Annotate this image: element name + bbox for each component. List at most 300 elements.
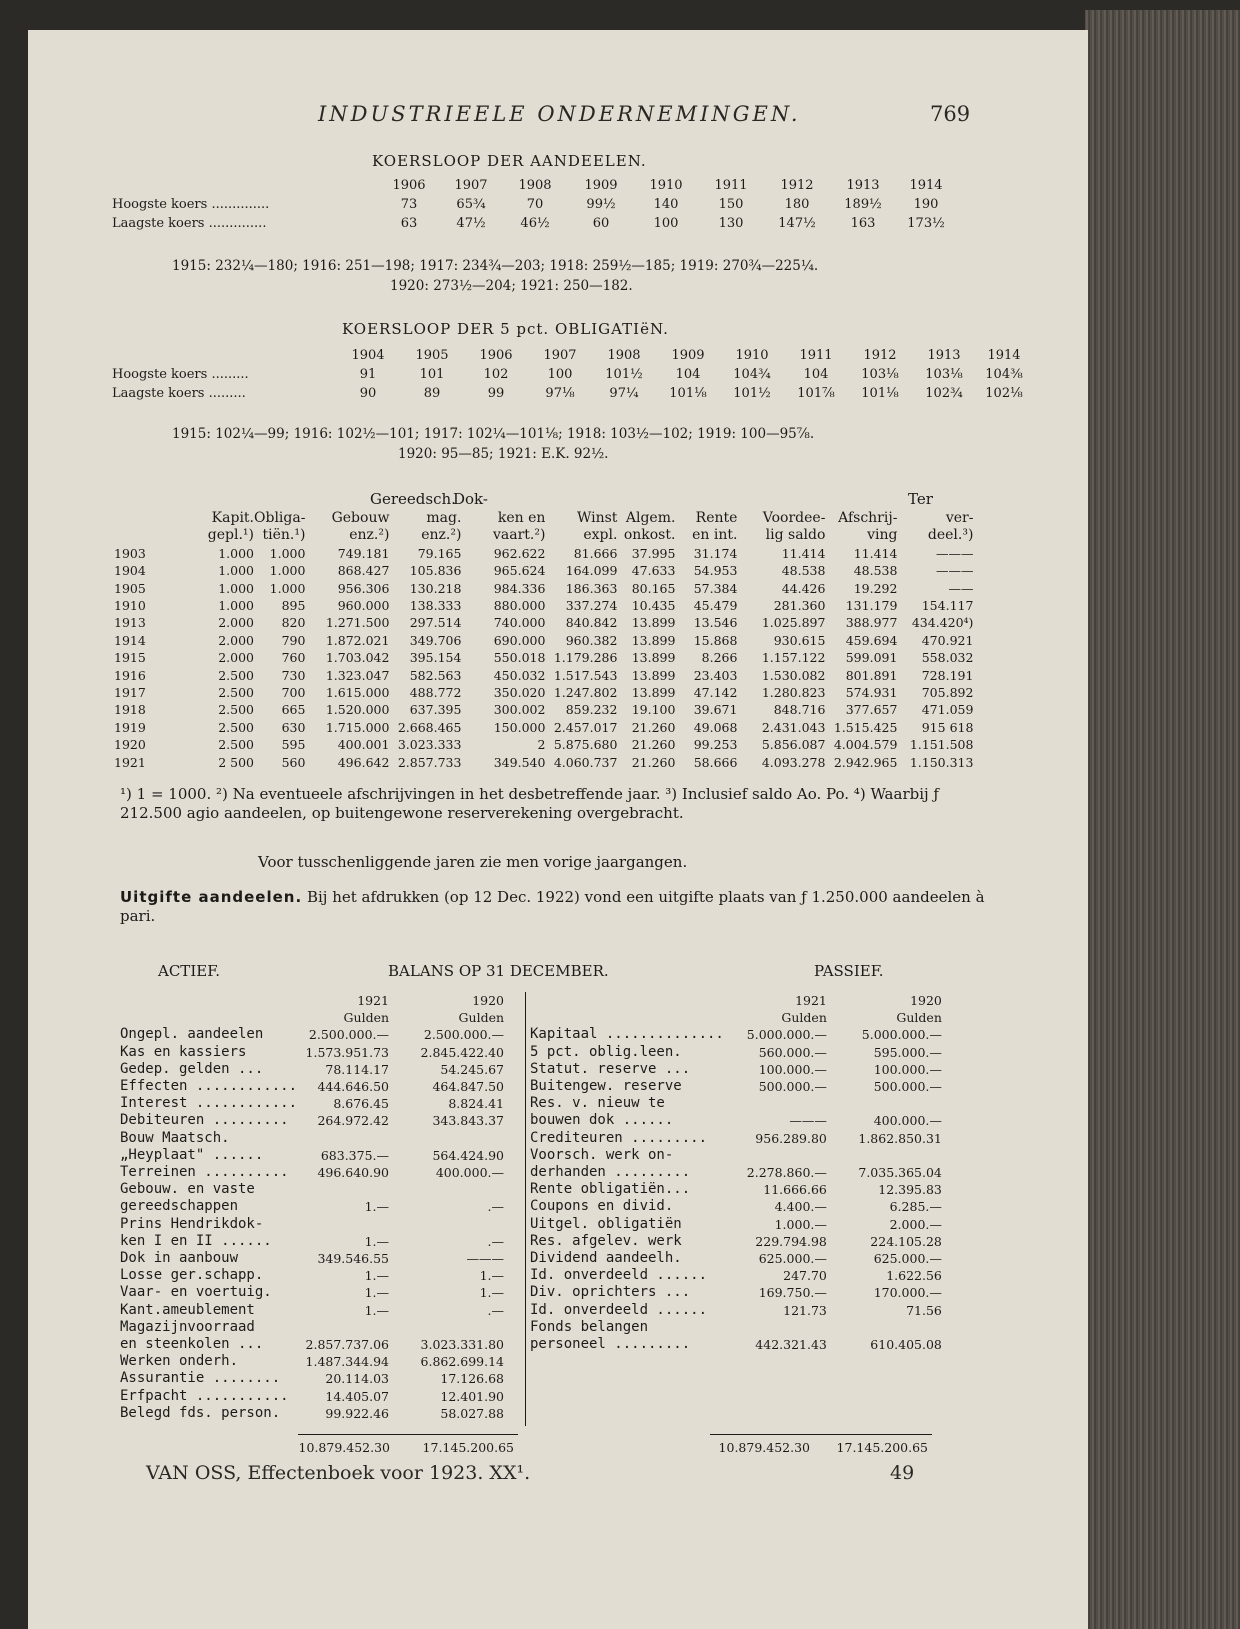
value-cell: 4.093.278	[761, 754, 826, 770]
value-cell: 1.000	[269, 580, 306, 596]
item-label: ken I en II ......	[120, 1232, 272, 1249]
value-cell: 868.427	[337, 563, 390, 579]
spacer	[530, 992, 724, 1009]
value-cell: 1.000	[218, 580, 254, 596]
column-header: deel.³)	[927, 527, 974, 544]
value-cell: 164.099	[565, 563, 618, 579]
value-cell: 97⅛	[545, 386, 575, 401]
value-cell: 300.002	[493, 702, 546, 718]
amount-1920: ———	[466, 1251, 505, 1267]
value-cell: 2.000	[218, 632, 254, 648]
bonds-note-1: 1915: 102¼—99; 1916: 102½—101; 1917: 102¼—101⅛; 1918: 103½—102; 1919: 100—95⅞.	[172, 426, 815, 442]
bonds-table	[112, 346, 1032, 403]
year-cell: 1913	[927, 348, 961, 363]
value-cell: 102¾	[925, 386, 963, 401]
table-row	[114, 597, 973, 614]
year-cell: 1910	[735, 348, 769, 363]
value-cell: 13.899	[631, 667, 676, 683]
value-cell: 1.515.425	[833, 719, 898, 735]
column-header: enz.²)	[349, 527, 390, 544]
value-cell: 450.032	[493, 667, 546, 683]
value-cell: 637.395	[409, 702, 462, 718]
value-cell: 3.023.333	[397, 737, 462, 753]
amount-1920: .—	[487, 1302, 505, 1318]
column-header: ken en	[497, 510, 546, 526]
value-cell: 749.181	[337, 545, 390, 561]
value-cell: 4.060.737	[553, 754, 618, 770]
value-cell: ——	[948, 580, 974, 596]
year-cell: 1914	[909, 178, 943, 193]
item-label: Id. onverdeeld ......	[530, 1301, 708, 1318]
amount-1921: 2.278.860.—	[746, 1165, 827, 1181]
amount-1920: 5.000.000.—	[861, 1027, 942, 1043]
item-label: Buitengew. reserve	[530, 1078, 682, 1095]
year-cell: 1908	[518, 178, 552, 193]
value-cell: 19.100	[631, 702, 676, 718]
table-row	[114, 719, 973, 736]
list-item	[530, 1233, 942, 1250]
previous-years-note: Voor tusschenliggende jaren zie men vorige jaargangen.	[258, 853, 688, 871]
spacer	[120, 1009, 297, 1026]
value-cell: 48.538	[781, 563, 826, 579]
amount-1920	[389, 1130, 504, 1147]
column-header: en int.	[692, 527, 738, 544]
value-cell: 180	[784, 197, 810, 212]
value-cell: 2.500	[218, 719, 254, 735]
year-cell: 1907	[454, 178, 488, 193]
amount-1921: 1.—	[364, 1268, 390, 1284]
value-cell: 895	[281, 598, 306, 614]
value-cell: 100	[653, 216, 679, 231]
column-header: Obliga-	[254, 510, 306, 526]
amount-1920: 564.424.90	[432, 1147, 505, 1163]
passiva-total-rule	[710, 1434, 932, 1435]
amount-1920: 100.000.—	[873, 1061, 942, 1077]
balance-divider	[525, 992, 526, 1426]
amount-1920: 400.000.—	[435, 1165, 505, 1181]
item-label: Gedep. gelden ...	[120, 1060, 264, 1077]
value-cell: ———	[935, 545, 974, 561]
amount-1921: 121.73	[783, 1302, 827, 1318]
row-label: Laagste koers .........	[112, 386, 246, 401]
value-cell: 81.666	[573, 545, 618, 561]
amount-1920: 1.622.56	[886, 1268, 942, 1284]
list-item	[120, 1250, 504, 1267]
value-cell: 2.431.043	[761, 719, 826, 735]
value-cell: 496.642	[337, 754, 390, 770]
value-cell: 1.151.508	[909, 737, 974, 753]
value-cell: 99.253	[693, 737, 738, 753]
value-cell: 13.899	[631, 632, 676, 648]
item-label: Rente obligatiën...	[530, 1181, 691, 1198]
list-item	[530, 1061, 942, 1078]
activa-total-1920: 17.145.200.65	[422, 1440, 514, 1455]
value-cell: ———	[935, 563, 974, 579]
year-cell: 1904	[351, 348, 385, 363]
list-item	[120, 1284, 504, 1301]
value-cell: 965.624	[493, 563, 546, 579]
list-item	[120, 1147, 504, 1164]
value-cell: 740.000	[493, 615, 546, 631]
year-cell: 1914	[114, 632, 146, 648]
amount-1920: 2.845.422.40	[420, 1044, 505, 1060]
list-item	[530, 1284, 942, 1301]
value-cell: 8.266	[701, 650, 738, 666]
page-number: 769	[930, 102, 971, 126]
value-cell: 962.622	[493, 545, 546, 561]
list-item	[120, 1026, 504, 1043]
value-cell: 101½	[733, 386, 771, 401]
value-cell: 130.218	[409, 580, 462, 596]
item-label: gereedschappen	[120, 1198, 239, 1215]
column-header: Gebouw	[331, 510, 390, 526]
activa-table	[120, 992, 504, 1422]
item-label: Voorsch. werk on-	[530, 1146, 674, 1163]
value-cell: 190	[913, 197, 939, 212]
value-cell: 558.032	[921, 650, 974, 666]
balance-title: BALANS OP 31 DECEMBER.	[388, 962, 609, 980]
value-cell: 790	[281, 632, 306, 648]
amount-1920	[389, 1216, 504, 1233]
amount-1921: 1.—	[364, 1233, 390, 1249]
column-header: Voordee-	[762, 510, 826, 526]
column-header: Rente	[695, 510, 738, 526]
year-cell: 1906	[392, 178, 426, 193]
amount-1921: 1.—	[364, 1199, 390, 1215]
unit-header: Gulden	[896, 1010, 942, 1026]
financials-header	[114, 510, 973, 545]
item-label: Bouw Maatsch.	[120, 1129, 230, 1146]
year-header: 1921	[357, 993, 390, 1008]
value-cell: 54.953	[693, 563, 738, 579]
value-cell: 80.165	[631, 580, 676, 596]
item-label: Kapitaal ..............	[530, 1026, 724, 1043]
year-header: 1921	[795, 993, 827, 1008]
amount-1920: 1.862.850.31	[858, 1130, 942, 1146]
amount-1920: 2.000.—	[889, 1216, 942, 1232]
amount-1921: 496.640.90	[317, 1165, 390, 1181]
amount-1921: 1.—	[364, 1302, 390, 1318]
amount-1920	[827, 1095, 942, 1112]
fin-header-dok: Dok-	[453, 490, 488, 508]
financials-header-row	[114, 510, 973, 527]
item-label: en steenkolen ...	[120, 1336, 264, 1353]
amount-1920: 500.000.—	[873, 1079, 942, 1095]
financials-footnote: ¹) 1 = 1000. ²) Na eventueele afschrijvingen in het desbetreffende jaar. ³) Inclusief saldo Ao. Po. ⁴) Waarbij ƒ 212.500 agio aandeelen, op buitengewone reserverekening overgebracht.	[120, 785, 939, 822]
value-cell: 101	[419, 367, 445, 382]
value-cell: 2.942.965	[833, 754, 898, 770]
year-header: 1920	[910, 993, 942, 1008]
value-cell: 705.892	[921, 685, 974, 701]
value-cell: 1.000	[218, 563, 254, 579]
amount-1921: 247.70	[783, 1268, 827, 1284]
item-label: derhanden .........	[530, 1164, 691, 1181]
value-cell: 1.150.313	[909, 754, 974, 770]
activa-total-rule	[298, 1434, 518, 1435]
amount-1921	[724, 1147, 827, 1164]
list-item	[120, 1388, 504, 1405]
value-cell: 58.666	[693, 754, 738, 770]
column-header: Kapit.	[211, 510, 254, 526]
value-cell: 337.274	[565, 598, 618, 614]
year-cell: 1918	[114, 702, 146, 718]
value-cell: 150.000	[493, 719, 546, 735]
value-cell: 4.004.579	[833, 737, 898, 753]
financials-header-row	[114, 527, 973, 544]
item-label: Vaar- en voertuig.	[120, 1284, 272, 1301]
value-cell: 173½	[907, 216, 945, 231]
value-cell: 1.520.000	[325, 702, 390, 718]
value-cell: 103⅛	[861, 367, 899, 382]
value-cell: 730	[281, 667, 306, 683]
value-cell: 21.260	[631, 737, 676, 753]
value-cell: 2.500	[218, 702, 254, 718]
amount-1920	[389, 1319, 504, 1336]
value-cell: 79.165	[417, 545, 462, 561]
value-cell: 104¾	[733, 367, 771, 382]
value-cell: 1.000	[269, 545, 306, 561]
value-cell: 23.403	[693, 667, 738, 683]
item-label: Fonds belangen	[530, 1318, 649, 1335]
balance-year-row	[530, 992, 942, 1009]
bonds-year-row	[112, 346, 1032, 365]
passiva-total-1921: 10.879.452.30	[718, 1440, 810, 1455]
value-cell: 840.842	[565, 615, 618, 631]
amount-1921: 500.000.—	[758, 1079, 827, 1095]
issue-paragraph	[120, 888, 1000, 926]
shares-year-row	[112, 176, 956, 195]
amount-1921: 956.289.80	[755, 1130, 827, 1146]
year-cell: 1919	[114, 719, 146, 735]
amount-1921: 1.487.344.94	[305, 1354, 390, 1370]
year-cell: 1910	[114, 598, 146, 614]
value-cell: 31.174	[693, 545, 738, 561]
amount-1921	[724, 1095, 827, 1112]
list-item	[530, 1181, 942, 1198]
amount-1921: 8.676.45	[333, 1096, 390, 1112]
amount-1921	[297, 1319, 389, 1336]
amount-1921: 14.405.07	[325, 1388, 390, 1404]
unit-header: Gulden	[458, 1010, 505, 1026]
value-cell: 73	[400, 197, 418, 212]
table-row	[114, 649, 973, 666]
amount-1920: 3.023.331.80	[420, 1337, 505, 1353]
value-cell: 103⅛	[925, 367, 963, 382]
value-cell: 37.995	[631, 545, 676, 561]
item-label: Statut. reserve ...	[530, 1060, 691, 1077]
amount-1920: 1.—	[479, 1268, 505, 1284]
amount-1920	[827, 1147, 942, 1164]
item-label: Debiteuren .........	[120, 1112, 289, 1129]
value-cell: 99½	[586, 197, 616, 212]
amount-1921: 11.666.66	[763, 1182, 827, 1198]
list-item	[120, 1112, 504, 1129]
amount-1920: .—	[487, 1199, 505, 1215]
amount-1920: 17.126.68	[440, 1371, 505, 1387]
value-cell: 582.563	[409, 667, 462, 683]
list-item	[120, 1216, 504, 1233]
value-cell: 131.179	[845, 598, 898, 614]
item-label: Werken onderh.	[120, 1353, 239, 1370]
year-cell: 1911	[714, 178, 748, 193]
value-cell: 1.323.047	[325, 667, 390, 683]
value-cell: 2.668.465	[397, 719, 462, 735]
passiva-body	[530, 992, 942, 1353]
value-cell: 163	[850, 216, 876, 231]
value-cell: 13.546	[693, 615, 738, 631]
value-cell: 388.977	[845, 615, 898, 631]
year-header: 1920	[472, 993, 505, 1008]
value-cell: 2	[537, 737, 546, 753]
table-row	[114, 701, 973, 718]
issue-heading: Uitgifte aandeelen.	[120, 888, 303, 906]
table-row	[114, 754, 973, 771]
value-cell: 595	[281, 737, 306, 753]
bonds-low-row	[112, 384, 1032, 403]
value-cell: 1.179.286	[553, 650, 618, 666]
year-cell: 1912	[780, 178, 814, 193]
value-cell: 21.260	[631, 754, 676, 770]
value-cell: 1.530.082	[761, 667, 826, 683]
amount-1920	[827, 1319, 942, 1336]
list-item	[530, 1026, 942, 1043]
amount-1920: 170.000.—	[873, 1285, 942, 1301]
item-label: Magazijnvoorraad	[120, 1318, 255, 1335]
item-label: Gebouw. en vaste	[120, 1181, 255, 1198]
list-item	[120, 1095, 504, 1112]
value-cell: 140	[653, 197, 679, 212]
amount-1921	[724, 1319, 827, 1336]
column-header: Algem.	[625, 510, 676, 526]
value-cell: 349.706	[409, 632, 462, 648]
column-header: ver-	[945, 510, 974, 526]
value-cell: 349.540	[493, 754, 546, 770]
year-cell: 1921	[114, 754, 146, 770]
amount-1921: 2.500.000.—	[308, 1027, 390, 1043]
unit-header: Gulden	[781, 1010, 827, 1026]
balance-unit-row	[120, 1009, 504, 1026]
year-cell: 1913	[846, 178, 880, 193]
amount-1921: 1.000.—	[774, 1216, 827, 1232]
issue-text: Bij het afdrukken (op 12 Dec. 1922) vond een uitgifte plaats van ƒ 1.250.000 aandeelen à pari.	[120, 888, 985, 925]
item-label: Ongepl. aandeelen	[120, 1026, 264, 1043]
passiva-total-1920: 17.145.200.65	[836, 1440, 928, 1455]
item-label: Effecten ............	[120, 1078, 298, 1095]
value-cell: 1.157.122	[761, 650, 826, 666]
value-cell: 11.414	[853, 545, 898, 561]
value-cell: 130	[718, 216, 744, 231]
value-cell: 150	[718, 197, 744, 212]
list-item	[120, 1353, 504, 1370]
amount-1920: 224.105.28	[870, 1233, 942, 1249]
bonds-title: KOERSLOOP DER 5 pct. OBLIGATIëN.	[342, 320, 669, 338]
activa-total-1921: 10.879.452.30	[298, 1440, 390, 1455]
value-cell: 13.899	[631, 650, 676, 666]
amount-1920: .—	[487, 1233, 505, 1249]
value-cell: 10.435	[631, 598, 676, 614]
value-cell: 13.899	[631, 685, 676, 701]
item-label: Terreinen ..........	[120, 1164, 289, 1181]
value-cell: 470.921	[921, 632, 974, 648]
item-label: Belegd fds. person.	[120, 1404, 281, 1421]
value-cell: 471.059	[921, 702, 974, 718]
value-cell: 2.857.733	[397, 754, 462, 770]
amount-1921: 99.922.46	[325, 1405, 390, 1421]
column-header: tiën.¹)	[262, 527, 306, 544]
list-item	[120, 1061, 504, 1078]
year-cell: 1913	[114, 615, 146, 631]
value-cell: 700	[281, 685, 306, 701]
shares-table	[112, 176, 956, 233]
item-label: Assurantie ........	[120, 1370, 281, 1387]
list-item	[530, 1164, 942, 1181]
item-label: Prins Hendrikdok-	[120, 1215, 264, 1232]
unit-header: Gulden	[343, 1010, 390, 1026]
value-cell: 46½	[520, 216, 550, 231]
value-cell: 297.514	[409, 615, 462, 631]
amount-1921: 264.972.42	[317, 1113, 390, 1129]
activa-label: ACTIEF.	[158, 962, 221, 980]
value-cell: 728.191	[921, 667, 974, 683]
list-item	[120, 1181, 504, 1198]
list-item	[120, 1319, 504, 1336]
year-cell: 1912	[863, 348, 897, 363]
value-cell: 104	[675, 367, 701, 382]
passiva-table	[530, 992, 942, 1353]
year-cell: 1910	[649, 178, 683, 193]
year-cell: 1905	[114, 580, 146, 596]
value-cell: 47.142	[693, 685, 738, 701]
value-cell: 630	[281, 719, 306, 735]
value-cell: 984.336	[493, 580, 546, 596]
running-header: INDUSTRIEELE ONDERNEMINGEN.	[318, 102, 801, 126]
amount-1921: 229.794.98	[755, 1233, 827, 1249]
value-cell: 956.306	[337, 580, 390, 596]
table-row	[114, 580, 973, 597]
list-item	[120, 1336, 504, 1353]
list-item	[120, 1405, 504, 1422]
value-cell: 960.000	[337, 598, 390, 614]
list-item	[530, 1216, 942, 1233]
value-cell: 488.772	[409, 685, 462, 701]
list-item	[530, 1130, 942, 1147]
list-item	[530, 1147, 942, 1164]
amount-1920: 8.824.41	[448, 1096, 505, 1112]
value-cell: 102⅛	[985, 386, 1023, 401]
list-item	[530, 1302, 942, 1319]
year-cell: 1916	[114, 667, 146, 683]
value-cell: 1.280.823	[761, 685, 826, 701]
value-cell: 13.899	[631, 615, 676, 631]
value-cell: 2.457.017	[553, 719, 618, 735]
year-cell: 1905	[415, 348, 449, 363]
value-cell: 47.633	[631, 563, 676, 579]
value-cell: 459.694	[845, 632, 898, 648]
value-cell: 90	[359, 386, 377, 401]
amount-1920: 71.56	[906, 1302, 942, 1318]
amount-1921	[297, 1216, 389, 1233]
row-label: Hoogste koers .........	[112, 367, 249, 382]
list-item	[530, 1078, 942, 1095]
table-row	[114, 614, 973, 631]
book-page-edges	[1085, 10, 1240, 1629]
amount-1920: 400.000.—	[873, 1113, 942, 1129]
header-spacer	[114, 510, 176, 527]
value-cell: 820	[281, 615, 306, 631]
header-spacer	[114, 527, 176, 544]
column-header: onkost.	[623, 527, 676, 544]
column-header: ving	[867, 527, 898, 544]
